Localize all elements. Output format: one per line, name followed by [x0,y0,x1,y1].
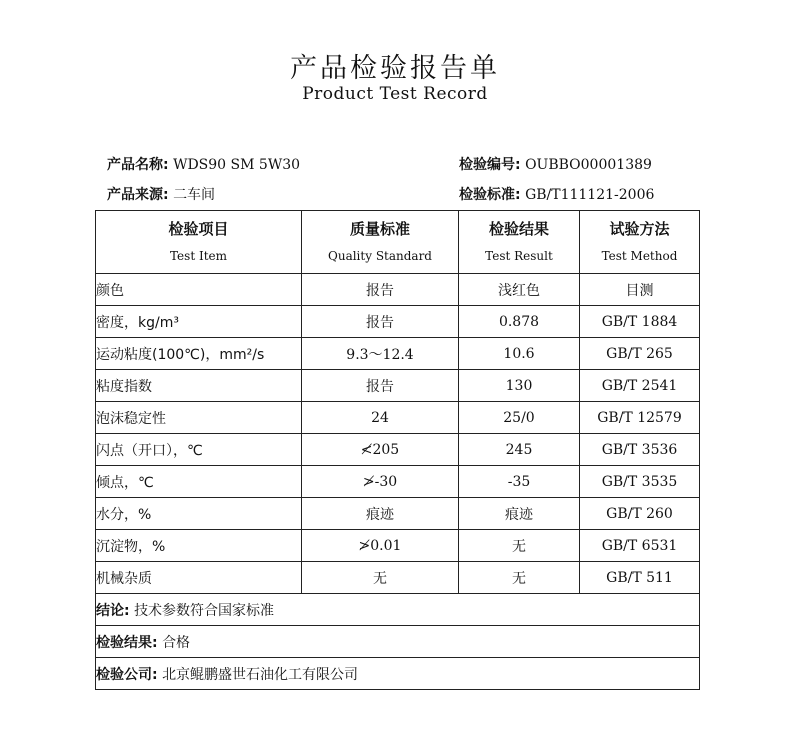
header-test-item-zh: 检验项目 [168,220,229,238]
row-standard: 无 [302,562,459,594]
row-method: GB/T 260 [580,498,700,530]
table-row [96,466,700,498]
row-result: 130 [459,370,580,402]
row-result: 痕迹 [459,498,580,530]
table-row [96,274,700,306]
row-item: 泡沫稳定性 [96,402,302,434]
row-standard: 报告 [302,306,459,338]
conclusion-cell [96,594,700,626]
row-item: 沉淀物，% [96,530,302,562]
inspection-standard-value: GB/T111121-2006 [525,187,655,203]
row-standard: 痕迹 [302,498,459,530]
table-row [96,370,700,402]
inspection-number-field [459,156,652,174]
header-test-result-zh: 检验结果 [488,220,549,238]
row-item: 闪点（开口），℃ [96,434,302,466]
row-result: -35 [459,466,580,498]
header-test-result [459,211,580,274]
table-row [96,306,700,338]
inspection-number-value: OUBBO00001389 [525,157,652,173]
row-method: GB/T 265 [580,338,700,370]
product-source-field [107,186,215,204]
inspection-standard-label: 检验标准: [459,187,521,203]
row-method: 目测 [580,274,700,306]
row-item: 机械杂质 [96,562,302,594]
inspection-company-label: 检验公司: [96,666,158,683]
document-title-chinese: 产品检验报告单 [290,53,500,84]
row-result: 0.878 [459,306,580,338]
inspection-result-cell [96,626,700,658]
header-quality-standard [302,211,459,274]
conclusion-label: 结论: [96,602,130,619]
row-result: 无 [459,530,580,562]
row-method: GB/T 2541 [580,370,700,402]
table-row [96,338,700,370]
row-method: GB/T 1884 [580,306,700,338]
table-row [96,402,700,434]
inspection-number-label: 检验编号: [459,157,521,173]
conclusion-value: 技术参数符合国家标准 [134,602,275,619]
inspection-result-label: 检验结果: [96,634,158,651]
header-test-item-en: Test Item [169,249,227,263]
row-item: 粘度指数 [96,370,302,402]
table-row [96,562,700,594]
row-standard: 报告 [302,370,459,402]
product-name-field [107,156,300,174]
document-title-english: Product Test Record [302,84,488,104]
header-quality-standard-en: Quality Standard [328,249,432,263]
inspection-result-value: 合格 [162,634,191,651]
table-row [96,530,700,562]
row-method: GB/T 12579 [580,402,700,434]
product-source-label: 产品来源: [107,187,169,203]
row-result: 10.6 [459,338,580,370]
inspection-result-row [96,626,700,658]
table-row [96,434,700,466]
row-standard: ≮205 [302,434,459,466]
inspection-company-row [96,658,700,690]
inspection-company-cell [96,658,700,690]
row-item: 颜色 [96,274,302,306]
row-method: GB/T 6531 [580,530,700,562]
inspection-company-value: 北京鲲鹏盛世石油化工有限公司 [162,666,359,683]
row-method: GB/T 3535 [580,466,700,498]
product-name-value: WDS90 SM 5W30 [173,157,301,173]
row-item: 密度，kg/m³ [96,306,302,338]
header-test-result-en: Test Result [485,249,553,263]
product-name-label: 产品名称: [107,157,169,173]
row-result: 25/0 [459,402,580,434]
inspection-standard-field [459,186,654,204]
test-results-table [95,210,700,690]
row-standard: ≯-30 [302,466,459,498]
row-result: 无 [459,562,580,594]
row-result: 245 [459,434,580,466]
header-test-method [580,211,700,274]
row-standard: 9.3～12.4 [302,338,459,370]
header-test-method-en: Test Method [601,249,678,263]
row-standard: 24 [302,402,459,434]
table-row [96,498,700,530]
header-test-item [96,211,302,274]
table-header-row [96,211,700,274]
header-quality-standard-zh: 质量标准 [349,220,410,238]
row-item: 水分，% [96,498,302,530]
row-result: 浅红色 [459,274,580,306]
row-method: GB/T 3536 [580,434,700,466]
row-method: GB/T 511 [580,562,700,594]
row-standard: ≯0.01 [302,530,459,562]
product-source-value: 二车间 [173,187,216,203]
conclusion-row [96,594,700,626]
row-standard: 报告 [302,274,459,306]
header-test-method-zh: 试验方法 [609,220,670,238]
row-item: 倾点，℃ [96,466,302,498]
row-item: 运动粘度(100℃)，mm²/s [96,338,302,370]
